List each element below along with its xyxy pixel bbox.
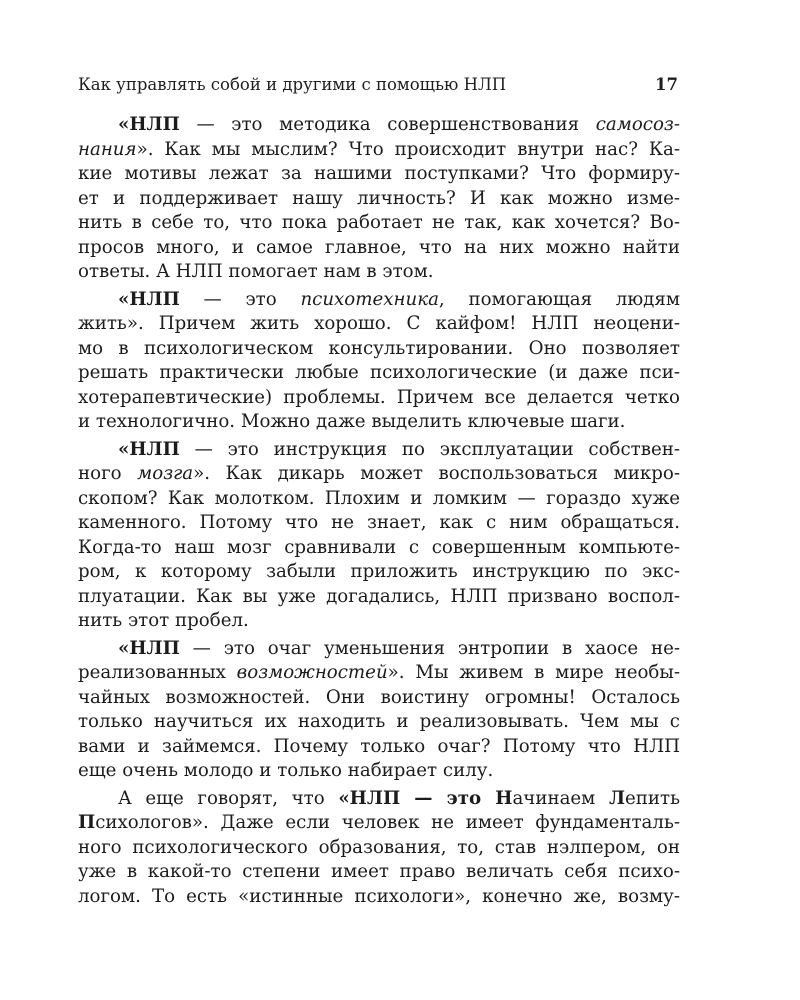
text-segment: ». Как мы мыслим? Что происходит внутри нас? Ка- [136,138,680,160]
text-line [78,885,680,910]
text-line [78,211,680,236]
italic-text: возможностей [236,662,388,683]
text-segment: ром, к которому забыли приложить инструкцию по экс- [78,561,680,582]
text-segment: еще очень молодо и только набирает силу. [78,760,494,781]
text-line [78,787,680,812]
text-line [78,836,680,861]
text-segment: Когда-то наш мозг сравнивали с совершенным компьюте- [78,536,680,558]
text-line [78,637,680,662]
text-segment: ного [78,463,138,484]
bold-text: «НЛП [118,438,180,460]
text-line [78,312,680,337]
text-segment: — это очаг уменьшения энтропии в хаосе не- [179,637,680,659]
text-line [78,759,680,784]
text-segment: каменного. Потому что не знает, как с ним обращаться. [78,512,680,533]
text-line [78,162,680,187]
text-line [78,138,680,163]
text-line [78,735,680,760]
text-line [78,511,680,536]
bold-text: «НЛП [118,637,180,659]
text-segment: вами и займемся. Почему только очаг? Потому что НЛП [78,735,680,757]
text-line [78,609,680,634]
text-segment: уже в какой-то степени имеет право величать себя психо- [78,861,680,882]
italic-text: самосоз- [595,114,680,135]
bold-text: П [78,812,96,833]
text-segment: нить этот пробел. [78,610,249,631]
text-segment: и технологично. Можно даже выделить ключевые шаги. [78,411,626,432]
text-line [78,462,680,487]
text-segment: скопом? Как молотком. Плохим и ломким — гораздо хуже [78,487,680,509]
text-line [78,386,680,411]
text-segment: ответы. А НЛП помогает нам в этом. [78,261,434,282]
text-line [78,438,680,463]
text-segment: плуатации. Как вы уже догадались, НЛП призвано воспол- [78,585,680,607]
text-line [78,361,680,386]
running-title: Как управлять собой и другими с помощью НЛП [78,75,507,94]
text-line [78,686,680,711]
text-segment: жить». Причем жить хорошо. С кайфом! НЛП неоцени- [78,313,680,334]
text-segment: мо в психологическом консультировании. Оно позволяет [78,337,680,359]
text-line [78,337,680,362]
text-segment: — это [179,288,301,310]
running-header [78,75,678,101]
text-segment: решать практически любые психологические (и даже пси- [78,362,680,383]
bold-text: «НЛП [118,114,180,135]
text-segment: епить [625,787,680,809]
bold-text: «НЛП — это Н [338,787,513,809]
text-segment: ». Как дикарь может воспользоваться микро- [193,463,680,484]
text-segment: ного психологического образования, то, став нэлпером, он [78,836,680,858]
text-line [78,710,680,735]
text-segment: , помогающая людям [438,288,680,310]
text-segment: ачинаем [512,787,609,809]
text-line [78,113,680,138]
text-line [78,187,680,212]
italic-text: нания [78,138,137,160]
text-line [78,585,680,610]
bold-text: «НЛП [118,288,180,310]
text-segment: — это инструкция по эксплуатации собствен- [179,438,680,460]
italic-text: мозга [137,463,194,484]
text-segment: просов много, и самое главное, что на них можно найти [78,236,680,258]
text-segment: хотерапевтические) проблемы. Причем все делается четко [78,386,680,408]
page-number: 17 [655,75,678,94]
text-line [78,536,680,561]
body-text [78,113,680,909]
text-line [78,260,680,285]
text-line [78,236,680,261]
text-line [78,487,680,512]
text-line [78,811,680,836]
text-segment: только научиться их находить и реализовывать. Чем мы с [78,711,680,732]
text-segment: чайных возможностей. Они воистину огромны! Осталось [78,686,680,708]
text-segment: сихологов». Даже если человек не имеет фундаменталь- [95,812,680,833]
text-segment: нить в себе то, что пока работает не так, как хочется? Во- [78,212,680,233]
italic-text: психотехника [300,288,439,310]
text-line [78,410,680,435]
text-line [78,288,680,313]
text-line [78,860,680,885]
text-segment: кие мотивы лежат за нашими поступками? Что формиру- [78,163,680,184]
text-line [78,661,680,686]
text-segment: А еще говорят, что [118,787,339,809]
text-segment: реализованных [78,662,237,683]
text-segment: ». Мы живем в мире необы- [387,662,680,683]
text-segment: — это методика совершенствования [179,114,596,135]
bold-text: Л [608,787,626,809]
text-segment: ет и поддерживает нашу личность? И как можно изме- [78,187,680,209]
text-line [78,560,680,585]
text-segment: логом. То есть «истинные психологи», конечно же, возму- [78,885,680,907]
